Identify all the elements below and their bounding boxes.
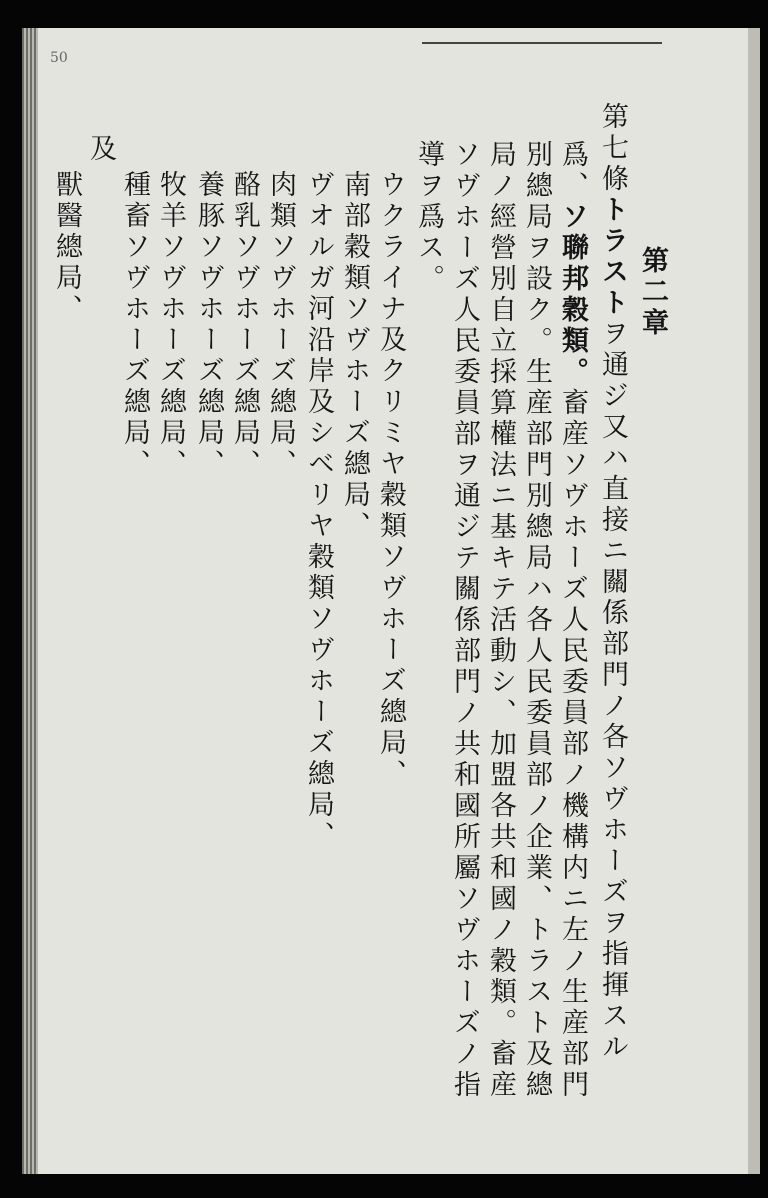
book-page — [22, 28, 760, 1174]
top-rule — [422, 42, 662, 44]
article-line-6: 導ヲ爲ス。 — [413, 140, 444, 295]
article-lead: トラスト — [597, 195, 628, 319]
conjunction: 及 — [85, 134, 116, 165]
article-line-3: 別總局ヲ設ク。生産部門別總局ハ各人民委員部ノ企業、トラスト及總 — [521, 140, 552, 1101]
article-line-2-c: 畜産ソヴホーズ人民委員部ノ機構内ニ左ノ生産部門 — [557, 388, 588, 1101]
article-line-2-a: 爲、 — [557, 140, 588, 202]
bureau-item: ヴオルガ河沿岸及シベリヤ穀類ソヴホーズ總局、 — [303, 170, 334, 852]
article-line-1-rest: ヲ通ジ又ハ直接ニ關係部門ノ各ソヴホーズヲ指揮スル — [597, 319, 628, 1063]
bureau-item: ウクライナ及クリミヤ穀類ソヴホーズ總局、 — [375, 170, 406, 790]
article-line-2 — [554, 140, 590, 1101]
bureau-item: 種畜ソヴホーズ總局、 — [119, 170, 150, 480]
article-line-2-b: ソ聯邦穀類。 — [557, 202, 588, 388]
chapter-heading: 第二章 — [637, 246, 668, 339]
article-line-1 — [594, 102, 630, 1063]
article-line-5: ソヴホーズ人民委員部ヲ通ジテ關係部門ノ共和國所屬ソヴホーズノ指 — [449, 140, 480, 1101]
page-number: 50 — [50, 50, 68, 66]
bureau-item: 牧羊ソヴホーズ總局、 — [155, 170, 186, 480]
book-spine — [22, 28, 38, 1174]
bureau-item: 南部穀類ソヴホーズ總局、 — [339, 170, 370, 542]
article-label: 第七條 — [597, 102, 628, 195]
bureau-item-last: 獸醫總局、 — [51, 170, 82, 325]
bureau-item: 酪乳ソヴホーズ總局、 — [229, 170, 260, 480]
article-line-4: 局ノ經營別自立採算權法ニ基キテ活動シ、加盟各共和國ノ穀類。畜産 — [485, 140, 516, 1101]
bureau-item: 肉類ソヴホーズ總局、 — [265, 170, 296, 480]
bureau-item: 養豚ソヴホーズ總局、 — [193, 170, 224, 480]
